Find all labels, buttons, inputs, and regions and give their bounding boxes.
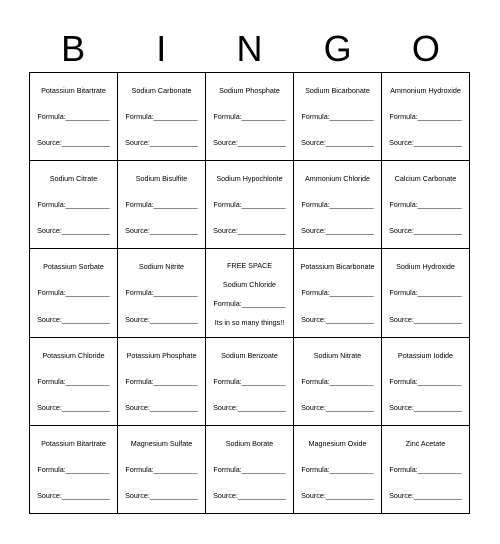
cell-formula-line: Formula:___________ bbox=[37, 376, 110, 386]
bingo-cell[interactable] bbox=[294, 73, 382, 161]
cell-formula-line: Formula:___________ bbox=[213, 464, 286, 474]
cell-source-line: Source:____________ bbox=[301, 402, 374, 412]
cell-formula-line: Formula:___________ bbox=[389, 288, 462, 298]
header-letter-b: B bbox=[61, 28, 86, 69]
bingo-cell[interactable] bbox=[382, 161, 470, 249]
cell-compound-name: Magnesium Oxide bbox=[308, 438, 367, 448]
free-space-note: Its in so many things!! bbox=[214, 317, 285, 327]
cell-compound-name: Zinc Acetate bbox=[405, 438, 446, 448]
cell-formula-line: Formula:___________ bbox=[301, 464, 374, 474]
bingo-cell[interactable] bbox=[206, 161, 294, 249]
free-space-label: FREE SPACE bbox=[227, 261, 272, 271]
cell-formula-line: Formula:___________ bbox=[125, 200, 198, 210]
cell-formula-line: Formula:___________ bbox=[301, 288, 374, 298]
bingo-cell[interactable] bbox=[382, 249, 470, 337]
bingo-cell[interactable] bbox=[30, 426, 118, 514]
bingo-cell[interactable] bbox=[294, 249, 382, 337]
cell-compound-name: Sodium Chloride bbox=[222, 280, 277, 290]
cell-compound-name: Potassium Iodide bbox=[397, 350, 454, 360]
header-letter-i: I bbox=[156, 28, 167, 69]
cell-compound-name: Potassium Bitartrate bbox=[41, 438, 106, 448]
cell-source-line: Source:____________ bbox=[125, 226, 198, 236]
cell-formula-line: Formula:___________ bbox=[389, 200, 462, 210]
bingo-cell[interactable] bbox=[30, 73, 118, 161]
cell-source-line: Source:____________ bbox=[37, 402, 110, 412]
cell-formula-line: Formula:___________ bbox=[301, 200, 374, 210]
cell-compound-name: Sodium Phosphate bbox=[219, 86, 280, 95]
bingo-cell[interactable] bbox=[206, 73, 294, 161]
cell-compound-name: Sodium Carbonate bbox=[131, 86, 192, 95]
cell-compound-name: Potassium Phosphate bbox=[126, 350, 197, 360]
cell-source-line: Source:____________ bbox=[389, 490, 462, 500]
header-letter-n: N bbox=[236, 28, 263, 69]
cell-formula-line: Formula:___________ bbox=[125, 376, 198, 386]
cell-formula-line: Formula:___________ bbox=[301, 112, 374, 122]
cell-compound-name: Ammonium Hydroxide bbox=[390, 86, 461, 95]
cell-compound-name: Calcium Carbonate bbox=[394, 174, 457, 184]
cell-source-line: Source:____________ bbox=[389, 314, 462, 324]
cell-source-line: Source:____________ bbox=[125, 138, 198, 148]
cell-formula-line: Formula:___________ bbox=[389, 112, 462, 122]
cell-source-line: Source:____________ bbox=[125, 490, 198, 500]
cell-source-line: Source:____________ bbox=[213, 402, 286, 412]
bingo-cell[interactable] bbox=[30, 161, 118, 249]
cell-source-line: Source:____________ bbox=[125, 402, 198, 412]
cell-source-line: Source:____________ bbox=[389, 402, 462, 412]
cell-formula-line: Formula:___________ bbox=[213, 200, 286, 210]
bingo-cell[interactable] bbox=[118, 161, 206, 249]
cell-source-line: Source:____________ bbox=[301, 490, 374, 500]
cell-compound-name: Sodium Bicarbonate bbox=[305, 86, 370, 95]
bingo-cell[interactable] bbox=[118, 73, 206, 161]
cell-compound-name: Potassium Bitartrate bbox=[41, 86, 106, 95]
cell-source-line: Source:____________ bbox=[213, 226, 286, 236]
cell-formula-line: Formula:___________ bbox=[389, 376, 462, 386]
cell-formula-line: Formula:___________ bbox=[37, 464, 110, 474]
bingo-cell[interactable] bbox=[382, 338, 470, 426]
cell-formula-line: Formula:___________ bbox=[37, 112, 110, 122]
cell-source-line: Source:____________ bbox=[37, 490, 110, 500]
free-space-cell[interactable] bbox=[206, 249, 294, 337]
bingo-header bbox=[29, 26, 470, 72]
bingo-cell[interactable] bbox=[118, 249, 206, 337]
bingo-cell[interactable] bbox=[294, 161, 382, 249]
cell-compound-name: Potassium Bicarbonate bbox=[300, 262, 375, 272]
cell-compound-name: Ammonium Chloride bbox=[304, 174, 371, 184]
bingo-cell[interactable] bbox=[30, 249, 118, 337]
cell-compound-name: Potassium Chloride bbox=[42, 350, 105, 360]
cell-source-line: Source:____________ bbox=[301, 314, 374, 324]
cell-source-line: Source:____________ bbox=[389, 226, 462, 236]
cell-formula-line: Formula:___________ bbox=[389, 464, 462, 474]
cell-formula-line: Formula:___________ bbox=[213, 376, 286, 386]
cell-compound-name: Sodium Borate bbox=[225, 438, 274, 448]
cell-formula-line: Formula:___________ bbox=[125, 464, 198, 474]
cell-source-line: Source:____________ bbox=[37, 226, 110, 236]
bingo-cell[interactable] bbox=[118, 338, 206, 426]
cell-compound-name: Sodium Nitrate bbox=[313, 350, 362, 360]
cell-formula-line: Formula:___________ bbox=[125, 288, 198, 298]
bingo-cell[interactable] bbox=[118, 426, 206, 514]
cell-source-line: Source:____________ bbox=[301, 138, 374, 148]
cell-formula-line: Formula:___________ bbox=[301, 376, 374, 386]
cell-formula-line: Formula:___________ bbox=[213, 298, 286, 308]
cell-source-line: Source:____________ bbox=[37, 314, 110, 324]
cell-source-line: Source:____________ bbox=[213, 490, 286, 500]
cell-compound-name: Sodium Hydroxide bbox=[396, 262, 455, 272]
cell-source-line: Source:____________ bbox=[301, 226, 374, 236]
bingo-cell[interactable] bbox=[382, 426, 470, 514]
cell-source-line: Source:____________ bbox=[389, 138, 462, 148]
header-letter-o: O bbox=[411, 28, 440, 69]
cell-compound-name: Potassium Sorbate bbox=[43, 262, 104, 272]
cell-source-line: Source:____________ bbox=[213, 138, 286, 148]
bingo-cell[interactable] bbox=[30, 338, 118, 426]
cell-compound-name: Sodium Hypochlorite bbox=[216, 174, 283, 184]
cell-formula-line: Formula:___________ bbox=[37, 288, 110, 298]
bingo-cell[interactable] bbox=[382, 73, 470, 161]
cell-formula-line: Formula:___________ bbox=[213, 112, 286, 122]
cell-source-line: Source:____________ bbox=[37, 138, 110, 148]
header-letter-g: G bbox=[323, 28, 352, 69]
cell-formula-line: Formula:___________ bbox=[125, 112, 198, 122]
cell-compound-name: Sodium Nitrite bbox=[138, 262, 185, 272]
cell-source-line: Source:____________ bbox=[125, 314, 198, 324]
bingo-cell[interactable] bbox=[294, 338, 382, 426]
cell-compound-name: Sodium Bisulfite bbox=[135, 174, 188, 184]
bingo-cell[interactable] bbox=[294, 426, 382, 514]
cell-compound-name: Sodium Benzoate bbox=[221, 350, 278, 360]
cell-compound-name: Magnesium Sulfate bbox=[130, 438, 193, 448]
bingo-grid bbox=[29, 72, 470, 514]
cell-formula-line: Formula:___________ bbox=[37, 200, 110, 210]
bingo-cell[interactable] bbox=[206, 426, 294, 514]
bingo-cell[interactable] bbox=[206, 338, 294, 426]
cell-compound-name: Sodium Citrate bbox=[49, 174, 98, 184]
